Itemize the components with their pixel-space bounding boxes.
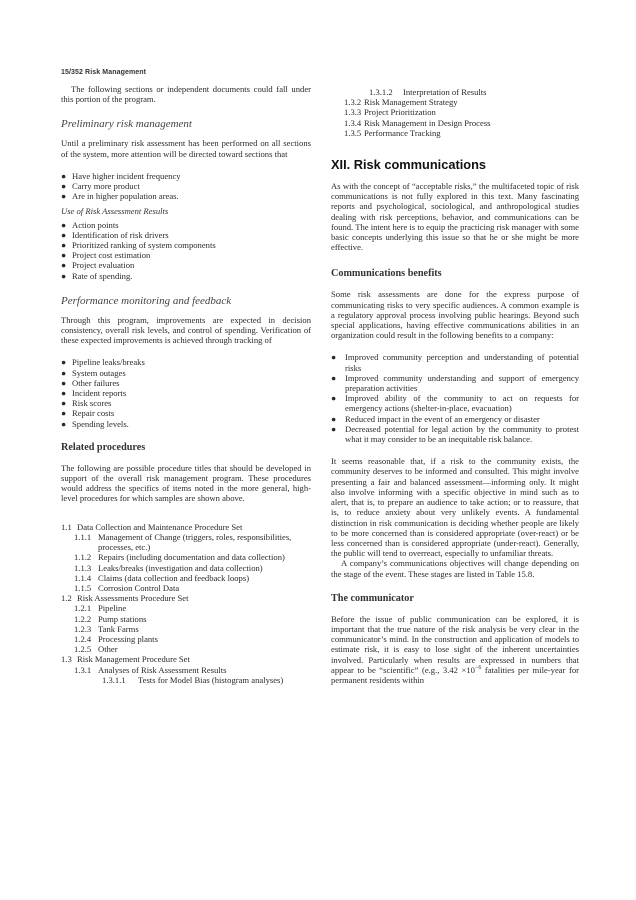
list-item: ● Decreased potential for legal action by the community to protest what it may consider to be an inequitable risk balance. bbox=[331, 423, 579, 445]
performance-heading: Performance monitoring and feedback bbox=[61, 294, 232, 307]
bullet-icon: ● bbox=[61, 418, 67, 429]
bullet-icon: ● bbox=[331, 423, 337, 434]
list-item: ● Pipeline leaks/breaks bbox=[61, 357, 145, 368]
list-item: ● Have higher incident frequency bbox=[61, 170, 181, 181]
benefits-bullet-list bbox=[331, 352, 579, 444]
preliminary-bullet-list bbox=[61, 171, 311, 202]
bullet-icon: ● bbox=[61, 219, 67, 230]
bullet-icon: ● bbox=[61, 270, 67, 281]
outline-row: 1.3.1.1 Tests for Model Bias (histogram analyses) bbox=[102, 674, 284, 685]
outline-row: 1.1.2 Repairs (including documentation and data collection) bbox=[74, 552, 285, 563]
procedure-outline-continued bbox=[331, 87, 579, 138]
procedure-outline bbox=[61, 522, 311, 685]
outline-row: 1.3.4 Risk Management in Design Process bbox=[344, 117, 491, 128]
list-item: ● Improved community understanding and support of emergency preparation activities bbox=[331, 372, 579, 394]
left-column bbox=[61, 84, 311, 685]
outline-row: 1.1 Data Collection and Maintenance Procedure Set bbox=[61, 521, 243, 532]
outline-row: 1.3.2 Risk Management Strategy bbox=[344, 97, 458, 108]
list-item: ● Prioritized ranking of system components bbox=[61, 240, 216, 251]
use-results-heading: Use of Risk Assessment Results bbox=[61, 206, 169, 217]
bullet-icon: ● bbox=[61, 240, 67, 251]
list-item: ● Improved community perception and understanding of potential risks bbox=[331, 352, 579, 373]
bullet-icon: ● bbox=[61, 367, 67, 378]
bullet-icon: ● bbox=[61, 357, 67, 368]
related-procedures-paragraph: The following are possible procedure titles that should be developed in support of the overall risk management program. These procedures would address the specifics of items noted in the more general, high-level procedures for which samples are shown above. bbox=[61, 462, 311, 504]
communicator-paragraph: Before the issue of public communication can be explored, it is important that the true nature of the risk analysis be very clear in the communicator’s mind. In the construction and application of models to estimate risk, it is easy to lose sight of the inherent uncertainties involved. Particularly when results are expressed in numbers that appear to be “scientific” (e.g., $3.42 \times 10^{-6}$ fatalities per mile-year for permanent residents within bbox=[331, 613, 579, 685]
list-item: ● System outages bbox=[61, 367, 126, 378]
preliminary-paragraph: Until a preliminary risk assessment has been performed on all sections of the system, more attention will be directed toward sections that bbox=[61, 138, 311, 159]
outline-row: 1.3.5 Performance Tracking bbox=[344, 127, 441, 138]
outline-row: 1.1.5 Corrosion Control Data bbox=[74, 582, 180, 593]
bullet-icon: ● bbox=[331, 393, 337, 404]
bullet-icon: ● bbox=[61, 398, 67, 409]
outline-row: 1.2.3 Tank Farms bbox=[74, 623, 139, 634]
outline-row: 1.3.3 Project Prioritization bbox=[344, 107, 436, 118]
performance-paragraph: Through this program, improvements are expected in decision consistency, overall risk levels, and control of spending. Verification of these expected improvements is achieved through tracking of bbox=[61, 314, 311, 346]
right-column bbox=[331, 84, 579, 685]
reasonable-paragraph: It seems reasonable that, if a risk to the community exists, the community deserves to be informed and consulted. This might involve presenting a fair and balanced assessment—informing only. It might also involve informing with a specific objective in mind such as to alert, that is, to prepare an audience to take action; or to reassure, that is, to reduce anxiety about very unlikely events. A fundamental distinction in risk communication is deciding whether people are likely to be more concerned than is considered appropriate (over-react) or be less concerned than is considered appropriate (under-react). Generally, the public will tend to overreact, especially to unfamiliar threats. bbox=[331, 456, 579, 559]
use-results-bullet-list bbox=[61, 220, 311, 281]
outline-row: 1.3 Risk Management Procedure Set bbox=[61, 654, 190, 665]
list-item: ● Carry more product bbox=[61, 181, 140, 192]
outline-row: 1.2.5 Other bbox=[74, 644, 118, 655]
list-item: ● Identification of risk drivers bbox=[61, 229, 169, 240]
list-item: ● Incident reports bbox=[61, 388, 127, 399]
bullet-icon: ● bbox=[331, 352, 337, 363]
bullet-icon: ● bbox=[331, 413, 337, 424]
list-item: ● Risk scores bbox=[61, 398, 112, 409]
outline-row: 1.1.1 Management of Change (triggers, roles, responsibilities, processes, etc.) bbox=[74, 531, 292, 553]
bullet-icon: ● bbox=[61, 181, 67, 192]
outline-row: 1.1.3 Leaks/breaks (investigation and data collection) bbox=[74, 562, 263, 573]
outline-row: 1.2.2 Pump stations bbox=[74, 613, 147, 624]
bullet-icon: ● bbox=[331, 372, 337, 383]
related-procedures-heading: Related procedures bbox=[61, 441, 146, 453]
list-item: ● Repair costs bbox=[61, 408, 115, 419]
section-intro-paragraph: As with the concept of “acceptable risks,” the multifaceted topic of risk communications is not fully explored in this text. Many fascinating reports and psychological, sociological, and anthropological studies dealing with risk perceptions, behavior, and communications can be found. The intent here is to equip the practicing risk manager with some basic concepts underlying this issue so that he or she might be more effective. bbox=[331, 181, 579, 253]
bullet-icon: ● bbox=[61, 260, 67, 271]
bullet-icon: ● bbox=[61, 170, 67, 181]
list-item: ● Project evaluation bbox=[61, 260, 135, 271]
benefits-paragraph: Some risk assessments are done for the express purpose of communicating risks to very specific audiences. A common example is a regulatory approval process involving public hearings. Beyond such special applications, having effective communications abilities in an organization could result in the following benefits to a company: bbox=[331, 289, 579, 341]
list-item: ● Reduced impact in the event of an emergency or disaster bbox=[331, 413, 540, 424]
list-item: ● Action points bbox=[61, 219, 119, 230]
outline-row: 1.2 Risk Assessments Procedure Set bbox=[61, 593, 189, 604]
communicator-heading: The communicator bbox=[331, 592, 414, 604]
outline-row: 1.2.1 Pipeline bbox=[74, 603, 127, 614]
bullet-icon: ● bbox=[61, 388, 67, 399]
outline-row: 1.1.4 Claims (data collection and feedback loops) bbox=[74, 572, 250, 583]
section-title: XII. Risk communications bbox=[331, 157, 487, 173]
outline-row: 1.2.4 Processing plants bbox=[74, 633, 158, 644]
objectives-paragraph: A company’s communications objectives will change depending on the stage of the event. These stages are listed in Table 15.8. bbox=[331, 558, 579, 579]
bullet-icon: ● bbox=[61, 408, 67, 419]
outline-row: 1.3.1 Analyses of Risk Assessment Results bbox=[74, 664, 227, 675]
bullet-icon: ● bbox=[61, 191, 67, 202]
list-item: ● Other failures bbox=[61, 377, 120, 388]
benefits-heading: Communications benefits bbox=[331, 268, 442, 280]
outline-row: 1.3.1.2 Interpretation of Results bbox=[369, 87, 487, 97]
list-item: ● Are in higher population areas. bbox=[61, 191, 179, 202]
bullet-icon: ● bbox=[61, 250, 67, 261]
page-header: 15/352 Risk Management bbox=[61, 69, 147, 76]
preliminary-heading: Preliminary risk management bbox=[61, 118, 192, 131]
list-item: ● Project cost estimation bbox=[61, 250, 151, 261]
list-item: ● Improved ability of the community to act on requests for emergency actions (shelter-in-place, evacuation) bbox=[331, 393, 579, 414]
list-item: ● Spending levels. bbox=[61, 418, 129, 429]
list-item: ● Rate of spending. bbox=[61, 270, 133, 281]
bullet-icon: ● bbox=[61, 229, 67, 240]
intro-paragraph: The following sections or independent documents could fall under this portion of the program. bbox=[61, 84, 311, 105]
bullet-icon: ● bbox=[61, 377, 67, 388]
performance-bullet-list bbox=[61, 357, 311, 428]
